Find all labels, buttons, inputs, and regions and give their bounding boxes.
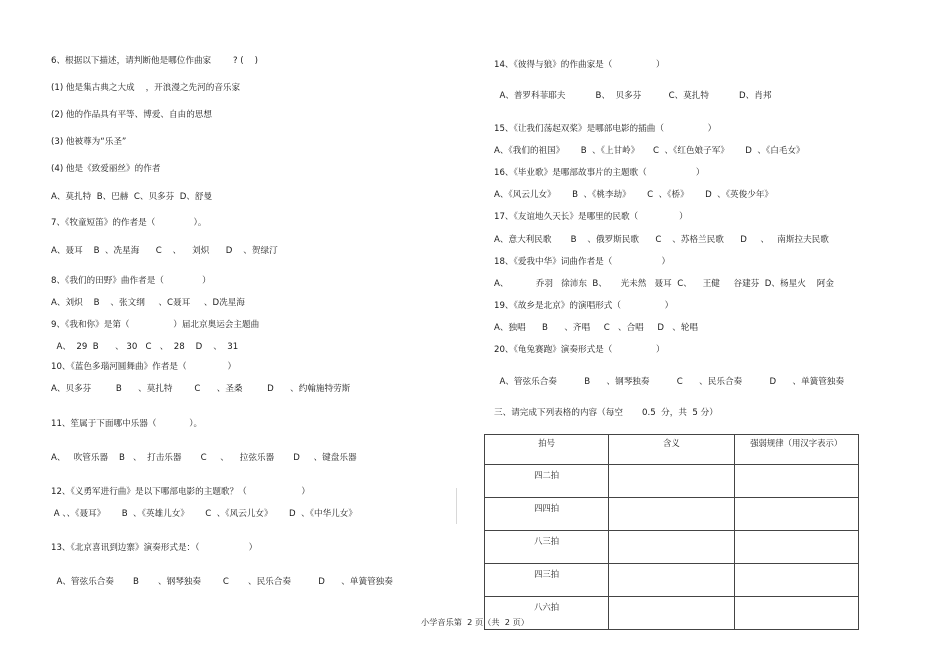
options-7: A、聂耳 B 、冼星海 C 、 刘炽 D 、贺绿汀	[51, 246, 278, 256]
clue-2: (2) 他的作品具有平等、博爱、自由的思想	[51, 110, 212, 120]
fold-line	[456, 488, 457, 524]
meaning-cell[interactable]	[609, 531, 734, 564]
question-16: 16、《毕业歌》是哪部故事片的主题歌（ ）	[494, 168, 705, 178]
options-17: A、意大利民歌 B 、俄罗斯民歌 C 、苏格兰民歌 D 、 南斯拉夫民歌	[494, 235, 829, 245]
options-12: A 、、《聂耳》 B 、《英雄儿女》 C 、《风云儿女》 D 、《中华儿女》	[51, 509, 357, 519]
table-row	[485, 465, 859, 498]
question-9: 9、《我和你》是第（ ）届北京奥运会主题曲	[51, 320, 260, 330]
question-14: 14、《彼得与狼》的作曲家是（ ）	[494, 60, 665, 70]
question-7: 7、《牧童短笛》的作者是（ ）。	[51, 218, 207, 228]
options-8: A、刘炽 B 、张文纲 、C聂耳 、D冼星海	[51, 298, 245, 308]
question-19: 19、《故乡是北京》的演唱形式（ ）	[494, 301, 674, 311]
question-20: 20、《龟兔赛跑》演奏形式是（ ）	[494, 345, 665, 355]
options-15: A、《我们的祖国》 B 、《上甘岭》 C 、《红色娘子军》 D 、《白毛女》	[494, 146, 805, 156]
options-9: A、 29 B 、 30 C 、 28 D 、 31	[51, 342, 239, 352]
time-signature-cell: 四四拍	[485, 498, 609, 531]
meaning-cell[interactable]	[609, 465, 734, 498]
header-meaning: 含义	[609, 435, 734, 465]
options-10: A、贝多芬 B 、莫扎特 C 、圣桑 D 、约翰施特劳斯	[51, 384, 351, 394]
clue-3: (3) 他被尊为“乐圣”	[51, 137, 127, 147]
pattern-cell[interactable]	[734, 531, 858, 564]
header-strength-pattern: 强弱规律（用汉字表示）	[734, 435, 858, 465]
time-signature-table	[484, 434, 859, 630]
table-row	[485, 564, 859, 597]
section-3-heading: 三、请完成下列表格的内容（每空 0.5 分，共 5 分）	[494, 408, 718, 418]
table-row	[485, 531, 859, 564]
question-8: 8、《我们的田野》曲作者是（ ）	[51, 276, 211, 286]
question-6: 6、根据以下描述，请判断他是哪位作曲家 ? ( )	[51, 56, 258, 66]
options-6: A、莫扎特 B、巴赫 C、贝多芬 D、舒曼	[51, 192, 213, 202]
pattern-cell[interactable]	[734, 498, 858, 531]
table-row	[485, 498, 859, 531]
header-time-signature: 拍号	[485, 435, 609, 465]
page-footer: 小学音乐第 2 页（共 2 页）	[421, 617, 529, 627]
question-13: 13、《北京喜讯到边寨》演奏形式是：（ ）	[51, 543, 258, 553]
question-12: 12、《义勇军进行曲》是以下哪部电影的主题歌？（ ）	[51, 487, 310, 497]
time-signature-cell: 四二拍	[485, 465, 609, 498]
options-13: A、管弦乐合奏 B 、钢琴独奏 C 、民乐合奏 D 、单簧管独奏	[51, 577, 393, 587]
options-20: A、管弦乐合奏 B 、钢琴独奏 C 、民乐合奏 D 、单簧管独奏	[494, 377, 845, 387]
table-header-row	[485, 435, 859, 465]
time-signature-cell: 八三拍	[485, 531, 609, 564]
time-signature-cell: 八六拍	[485, 597, 609, 630]
question-11: 11、笙属于下面哪中乐器（ ）。	[51, 419, 203, 429]
pattern-cell[interactable]	[734, 465, 858, 498]
question-18: 18、《爱我中华》词曲作者是（ ）	[494, 257, 671, 267]
time-signature-cell: 四三拍	[485, 564, 609, 597]
options-19: A、独唱 B 、齐唱 C 、合唱 D 、轮唱	[494, 323, 699, 333]
question-17: 17、《友谊地久天长》是哪里的民歌（ ）	[494, 212, 688, 222]
clue-1: (1) 他是集古典之大成 ，开浪漫之先河的音乐家	[51, 83, 241, 93]
options-14: A、普罗科菲耶夫 B、 贝多芬 C、莫扎特 D、肖邦	[494, 91, 772, 101]
options-16: A、《风云儿女》 B 、《桃李劫》 C 、《桥》 D 、《英俊少年》	[494, 190, 774, 200]
clue-4: (4) 他是《致爱丽丝》的作者	[51, 164, 161, 174]
pattern-cell[interactable]	[734, 564, 858, 597]
question-15: 15、《让我们荡起双桨》是哪部电影的插曲（ ）	[494, 124, 717, 134]
options-18: A、 乔羽 徐沛东 B、 光未然 聂耳 C、 王健 谷建芬 D、杨星火 阿金	[494, 279, 834, 289]
meaning-cell[interactable]	[609, 498, 734, 531]
question-10: 10、《蓝色多瑙河圆舞曲》作者是（ ）	[51, 362, 237, 372]
options-11: A、 吹管乐器 B 、 打击乐器 C 、 拉弦乐器 D 、键盘乐器	[51, 453, 357, 463]
meaning-cell[interactable]	[609, 564, 734, 597]
